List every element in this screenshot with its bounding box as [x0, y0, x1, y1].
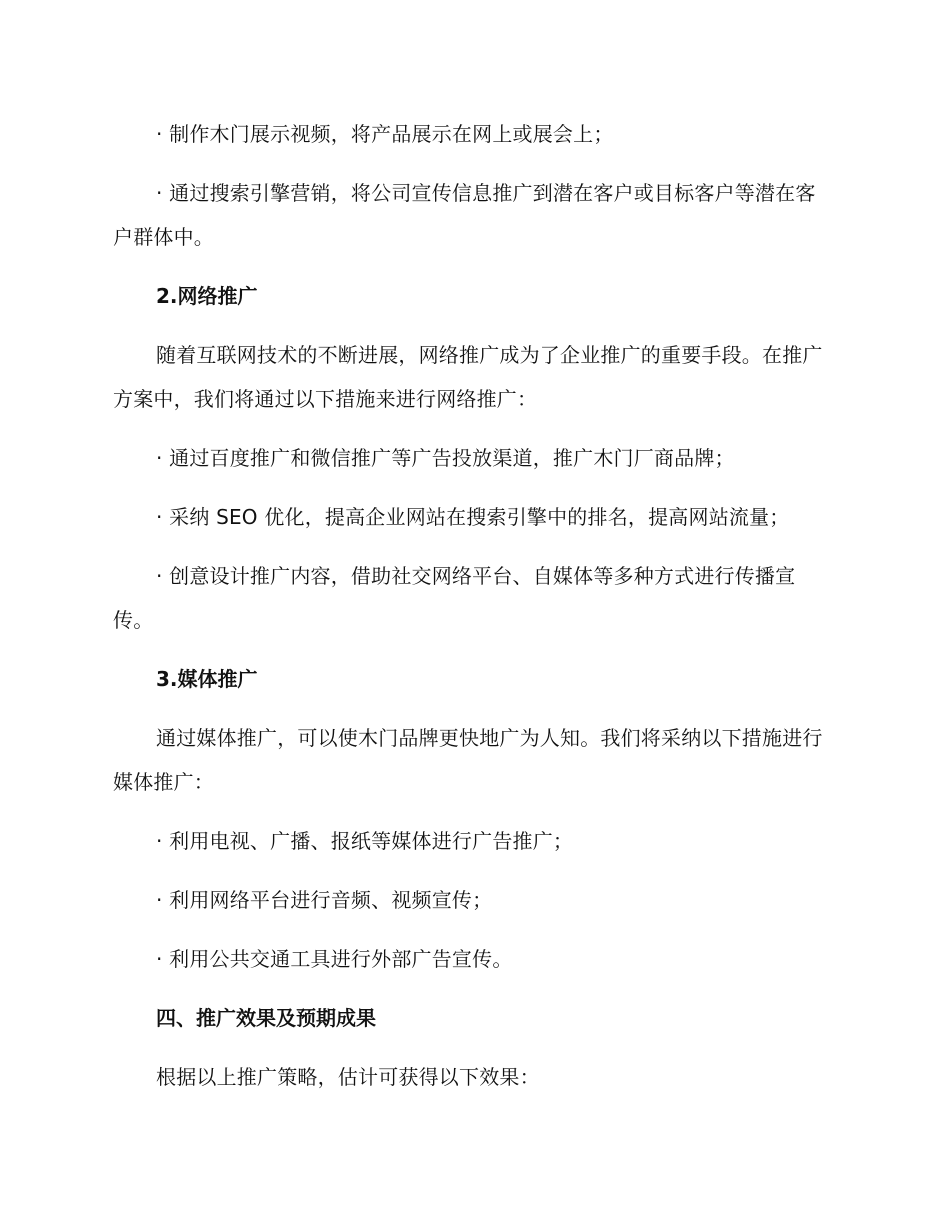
effects-intro: 根据以上推广策略，估计可获得以下效果：	[156, 1065, 540, 1089]
bullet-creative-social-media: · 创意设计推广内容，借助社交网络平台、自媒体等多种方式进行传播宣传。	[113, 564, 796, 632]
bullet-public-transport-ads: · 利用公共交通工具进行外部广告宣传。	[156, 947, 513, 971]
bullet-seo-optimization: · 采纳 SEO 优化，提高企业网站在搜索引擎中的排名，提高网站流量；	[156, 505, 790, 529]
media-promotion-intro: 通过媒体推广，可以使木门品牌更快地广为人知。我们将采纳以下措施进行媒体推广：	[113, 726, 823, 794]
section-heading-effects-results: 四、推广效果及预期成果	[156, 1006, 376, 1030]
bullet-audio-video-online: · 利用网络平台进行音频、视频宣传；	[156, 888, 493, 912]
section-heading-media-promotion: 3.媒体推广	[156, 667, 258, 691]
bullet-baidu-wechat-ads: · 通过百度推广和微信推广等广告投放渠道，推广木门厂商品牌；	[156, 446, 735, 470]
document-body	[113, 112, 833, 1114]
bullet-tv-radio-newspaper: · 利用电视、广播、报纸等媒体进行广告推广；	[156, 829, 574, 853]
bullet-search-engine-marketing: · 通过搜索引擎营销，将公司宣传信息推广到潜在客户或目标客户等潜在客户群体中。	[113, 181, 816, 249]
bullet-video-display: · 制作木门展示视频，将产品展示在网上或展会上；	[156, 122, 614, 146]
section-heading-network-promotion: 2.网络推广	[156, 284, 258, 308]
network-promotion-intro: 随着互联网技术的不断进展，网络推广成为了企业推广的重要手段。在推广方案中，我们将通过以下措施来进行网络推广：	[113, 343, 823, 411]
